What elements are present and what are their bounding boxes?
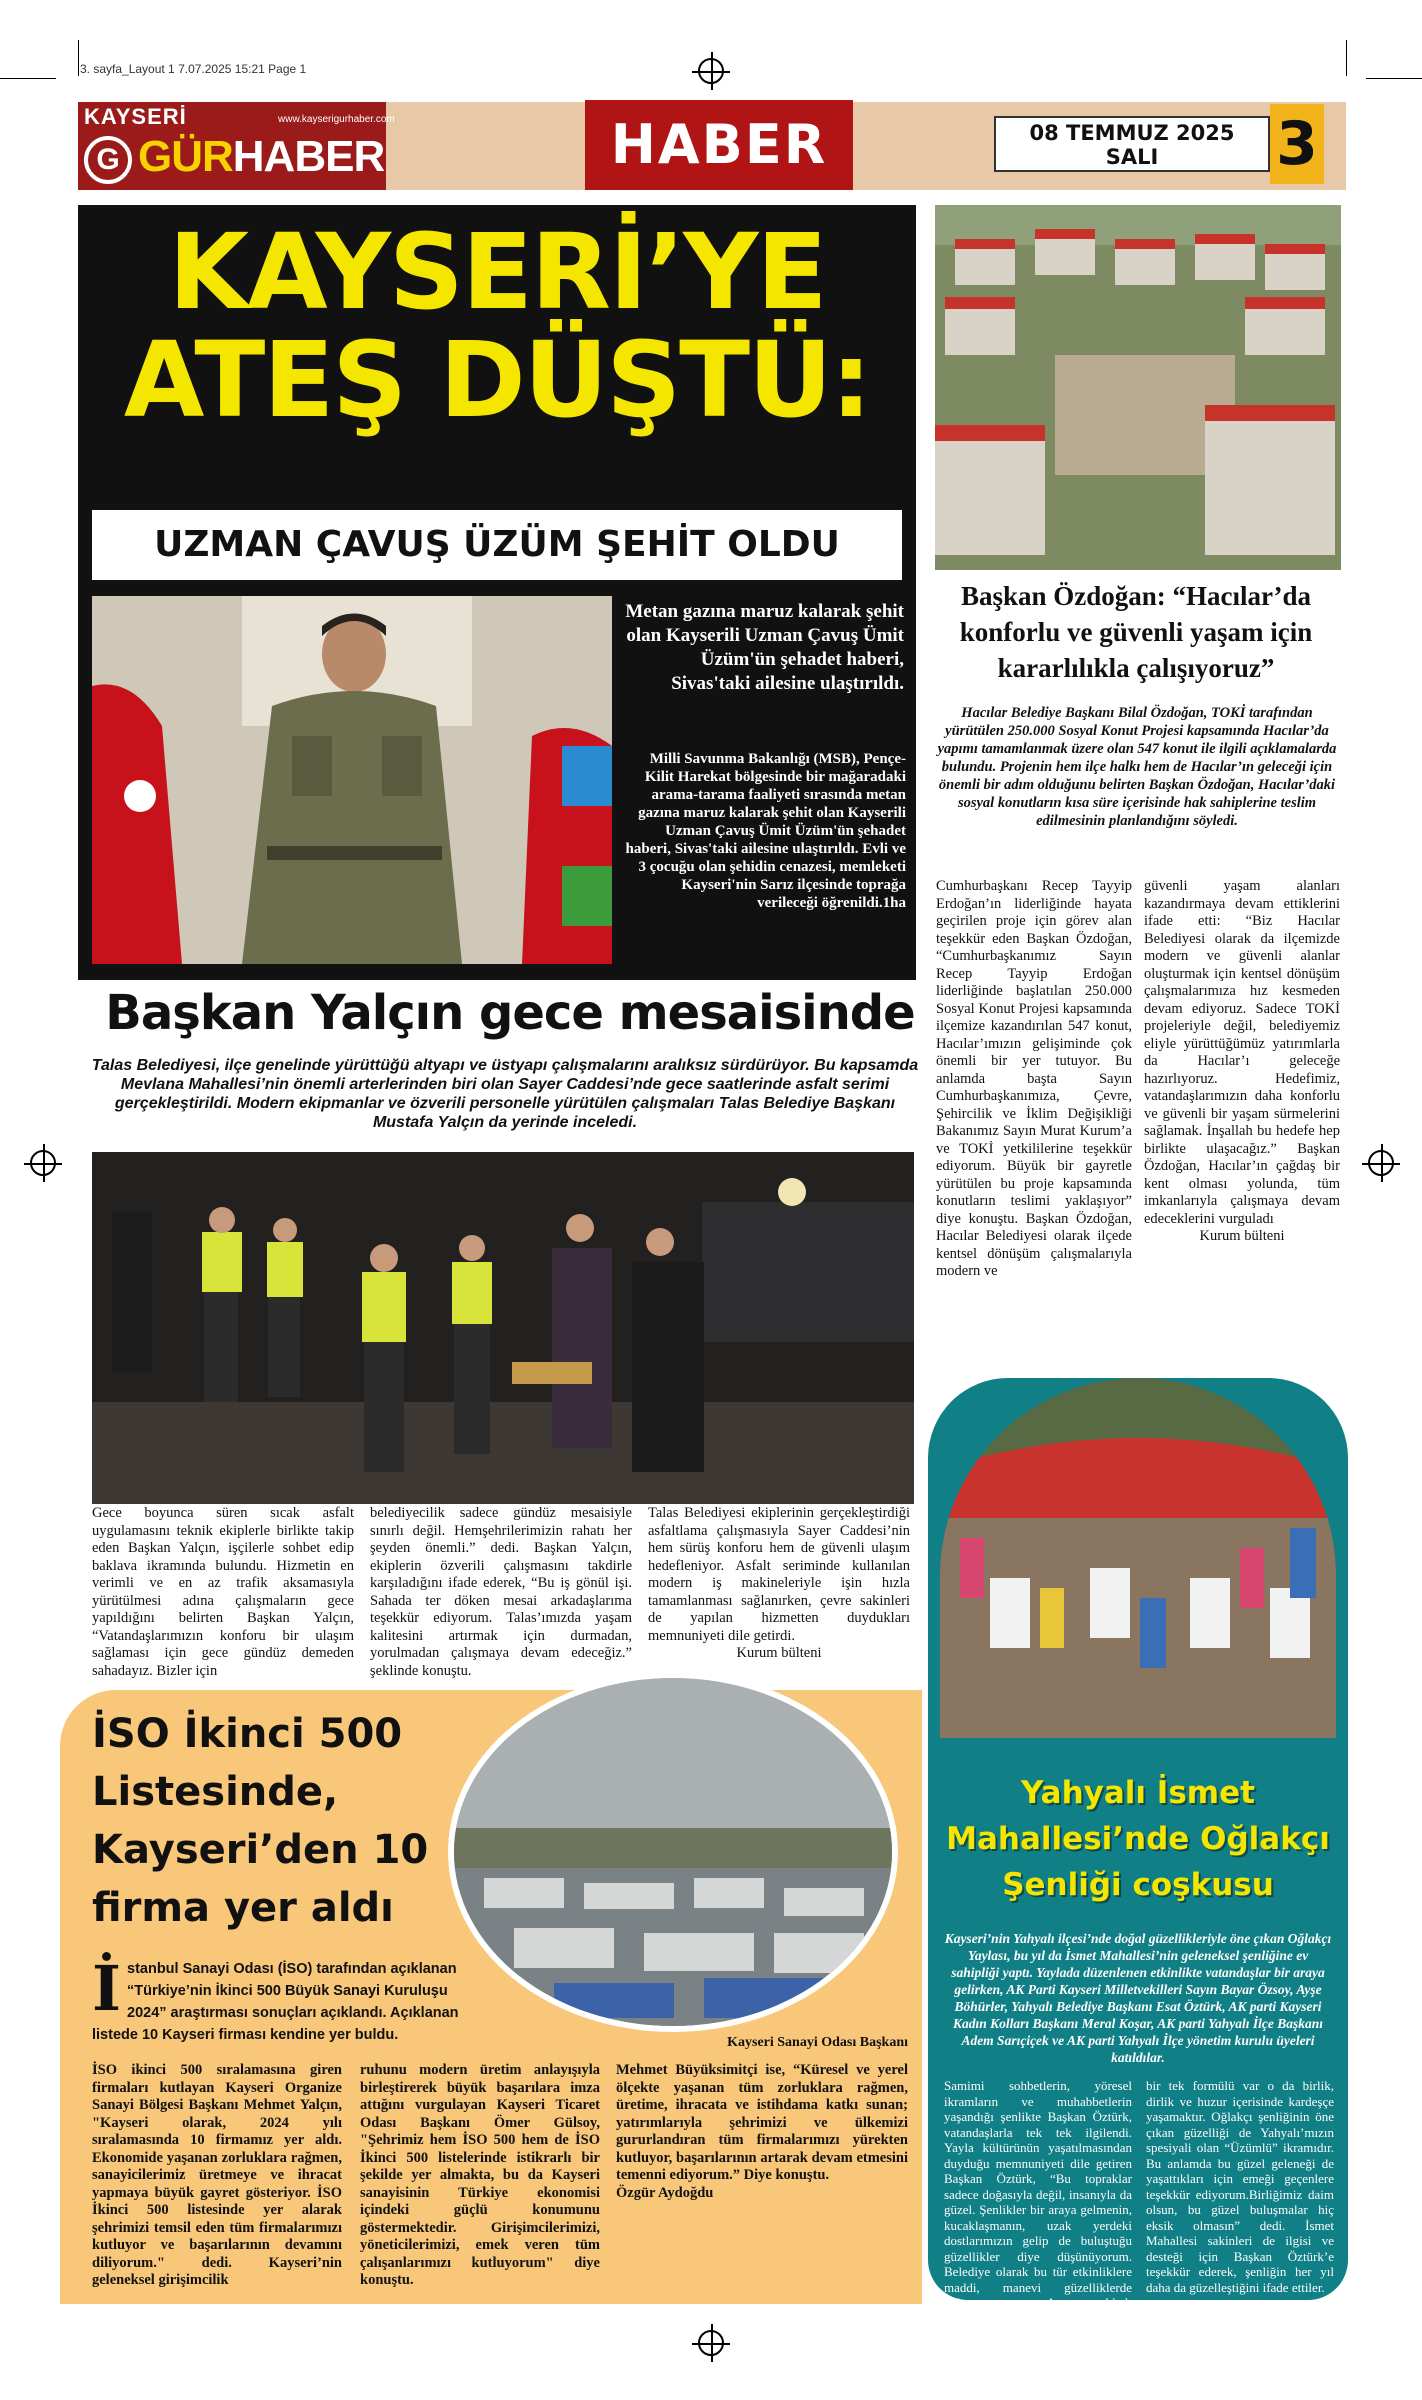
yahyali-headline: Yahyalı İsmet Mahallesi’nde Oğlakçı Şenliği coşkusu [946,1775,1330,1903]
lead-headline-line-2: ATEŞ DÜŞTÜ: [123,319,871,441]
toki-housing-aerial-photo [935,205,1341,570]
hacilar-column-2 [1144,878,1340,1246]
hacilar-column-2-text: güvenli yaşam alanları kazandırmaya devam ettiklerini ifade etti: “Biz Hacılar Belediyesi olarak da ilçemizde modern ve güvenli alanlar oluşturmak için kentsel dönüşüm çalışmalarımıza hız kesmeden devam ediyoruz. Sadece TOKİ projeleriyle değil, belediyemiz eliyle yürüttüğümüz yatırımlarla da Hacılar’ı geleceğe hazırlıyoruz. Hedefimiz, vatandaşlarımızın daha konforlu ve güvenli bir yaşam sürmelerini sağlamak. İnşallah bu hedefe hep birlikte ulaşacağız.” Başkan Özdoğan, Hacılar’ın çağdaş bir kent olması yolunda, tüm imkanlarıyla çalışmaya devam edeceklerini vurguladı [1144,878,1340,1227]
iso-column-3 [616,2062,908,2202]
iso-intro [92,1952,470,2046]
logo-url[interactable]: www.kayserigurhaber.com [278,114,395,125]
section-label: HABER [585,100,853,190]
registration-mark-top [698,58,724,84]
yalcin-column-3 [648,1505,910,1663]
lead-headline [92,211,902,441]
lead-subheadline: UZMAN ÇAVUŞ ÜZÜM ŞEHİT OLDU [92,510,902,580]
lead-body: Milli Savunma Bakanlığı (MSB), Pençe-Kilit Harekat bölgesinde bir mağaradaki arama-tarama faaliyeti sırasında metan gazına maruz kalarak şehit olan Kayserili Uzman Çavuş Ümit Üzüm'ün şehadet haberi, Sivas'taki ailesine ulaştırıldı. Evli ve 3 çocuğu olan şehidin cenazesi, memleketi Kayseri'nin Sarız ilçesinde toprağa verileceği öğrenildi.1ha [625,751,906,911]
registration-mark-left [30,1150,56,1176]
lead-headline-line-1: KAYSERİ’YE [168,211,826,333]
hacilar-byline: Kurum bülteni [1199,1228,1285,1244]
iso-intro-text: stanbul Sanayi Odası (İSO) tarafından açıklanan “Türkiye’nin İkinci 500 Büyük Sanayi Kuruluşu 2024” araştırması sonuçları açıklandı. Açıklanan listede 10 Kayseri firması kendine yer buldu. [92,1961,459,2043]
iso-byline: Özgür Aydoğdu [616,2184,714,2201]
hacilar-intro: Hacılar Belediye Başkanı Bilal Özdoğan, TOKİ tarafından yürütülen 250.000 Sosyal Konut Projesi kapsamında Hacılar’da yapımı tamamlanmak üzere olan 547 konut ile ilgili açıklamalarda bulundu. Projenin hem ilçe halkı hem de Hacılar’ın geleceği için önemli bir adım olduğunu belirten Başkan Özdoğan, Hacılar’daki sosyal konutların kısa süre içerisinde hak sahiplerine teslim edilmesinin planlandığını söyledi. [937,705,1337,829]
hacilar-column-1: Cumhurbaşkanı Recep Tayyip Erdoğan’ın liderliğinde hayata geçirilen proje için görev alan teşekkür eden Başkan Özdoğan, “Cumhurbaşkanımız Sayın Recep Tayyip Erdoğan liderliğinde başlatılan 250.000 Sosyal Konut Projesi kapsamında ilçemize kazandırılan 547 konut, Hacılar’ımızın gelişiminde çok önemli bir yer tutuyor. Bu anlamda başta Sayın Cumhurbaşkanımıza, Çevre, Şehircilik ve İklim Değişikliği Bakanımız Sayın Murat Kurum’a ve TOKİ yetkililerine teşekkür ediyorum. Büyük bir gayretle yürütülen bu proje kapsamında konutların teslimi yaklaşıyor” diye konuştu. Başkan Özdoğan, Hacılar Belediyesi olarak ilçede kentsel dönüşüm çalışmalarıyla modern ve [936,878,1132,1279]
yahyali-column-1: Samimi sohbetlerin, yöresel ikramların ve muhabbetlerin yaşandığı şenlikte Başkan Öztürk, vatandaşlarla tek tek ilgilendi. Yayla kültürünün yaşatılmasından duyduğu memnuniyeti dile getiren Başkan Öztürk, “Bu topraklar sadece doğasıyla değil, insanıyla da güzel. Şenlikler bir araya gelmenin, kucaklaşmanın, uzak yerdeki dostlarımızın gelip de buluştuğu güzellikler diye düşünüyorum. Belediye olarak bu tür etkinliklere maddi, manevi güzelliklerde bulunuyoruz. Ay yıldızlı bayrağımızın altında kıyamete kadar durmanın [944,2078,1132,2341]
issue-day: SALI [1105,145,1159,169]
issue-date-box [994,116,1270,172]
print-slug: 3. sayfa_Layout 1 7.07.2025 15:21 Page 1 [80,62,307,76]
iso-column-2: ruhunu modern üretim anlayışıyla birleştirerek büyük başarılara imza attığını vurgulayan Kayseri Ticaret Odası Başkanı Ömer Gülsoy, "Şehrimiz hem İSO 500 hem de İSO İkinci 500 listelerinde istikrarlı bir şekilde yer almakta, bu da Kayseri sanayisinin Türkiye ekonomisi içindeki güçlü konumunu göstermektedir. Girişimcilerimizi, yöneticilerimizi, emek veren tüm çalışanlarımızı kutluyorum" diye konuştu. [360,2062,600,2288]
crop-mark [1366,78,1422,79]
industrial-zone-aerial-photo [448,1672,898,2032]
night-asphalt-photo [92,1152,914,1504]
logo-haber: HABER [232,132,385,181]
iso-intro-dropcap: İ [92,1952,122,2025]
iso-column-3-text: Mehmet Büyüksimitçi ise, “Küresel ve yerel ölçekte yaşanan tüm zorluklara rağmen, üretime, ihracata ve istihdama katkı sunan; yatırımlarıyla şehrimizi ve ülkemizi gururlandıran tüm firmalarımızı yürekten kutluyor, başarılarının artarak devam etmesini temenni ediyorum.” Diye konuştu. [616,2062,908,2183]
logo-gur: GÜR [138,132,233,181]
yahyali-column-2-text: bir tek formülü var o da birlik, dirlik ve huzur içerisinde kardeşçe yaşamaktır. Oğlakçı şenliğinin öne çıkan güzelliği de Yahyalı’mızın spesiyali olan “Üzümlü” ikramıdır. Bu anlamda bu güzel geleneği de yaşattıkları için emeği geçenlere teşekkür ediyorum.Birliğimiz daim olsun, bu güzel buluşmalar hiç eksik olmasın” dedi. İsmet Mahallesi sakinleri de ilgisi ve desteği için Başkan Öztürk’e teşekkür ederek, şenliğin her yıl daha da güzelleştiğini ifade ettiler. [1146,2078,1334,2295]
yalcin-intro: Talas Belediyesi, ilçe genelinde yürüttüğü altyapı ve üstyapı çalışmalarını aralıksız sürdürüyor. Bu kapsamda Mevlana Mahallesi’nin önemli arterlerinden biri olan Sayer Caddesi’nde gece saatlerinde asfalt serimi gerçekleştirildi. Modern ekipmanlar ve özverili personelle yürütülen çalışmaları Talas Belediye Başkanı Mustafa Yalçın da yerinde inceledi. [91,1057,919,1131]
soldier-photo [92,596,612,964]
crop-mark [1346,40,1347,76]
yalcin-byline: Kurum bülteni [736,1645,822,1661]
issue-date: 08 TEMMUZ 2025 [1029,121,1235,145]
yalcin-column-1: Gece boyunca süren sıcak asfalt uygulamasını teknik ekiplerle birlikte takip eden Başkan Yalçın, işçilerle sohbet edip baklava ikramında bulundu. Hizmetin en verimli ve en az trafik aksamasıyla yürütülmesi adına çalışmaların gece yapıldığını belirten Başkan Yalçın, “Vatandaşlarımızın konforu bir ulaşım sağlaması için gece gündüz demeden sahadayız. Bizler için [92,1505,354,1679]
logo-wordmark [138,132,384,182]
yalcin-column-2: belediyecilik sadece gündüz mesaisiyle sınırlı değil. Hemşehrilerimizin rahatı her şeyden önemli.” dedi. Başkan Yalçın, ekiplerin özverili çalışmasını takdirle karşıladığını ifade ederek, “Bu iş gönül işi. Sahada ter döken mesai arkadaşlarıma teşekkür ediyorum. Talas’ımızda yaşam kalitesini artırmak için durmadan, yorulmadan çalışmaya devam edeceğiz.” şeklinde konuştu. [370,1505,632,1679]
yahyali-byline: Kurum bülteni [1201,2305,1279,2320]
iso-column-1: İSO ikinci 500 sıralamasına giren firmaları kutlayan Kayseri Organize Sanayi Bölgesi Başkanı Mehmet Yalçın, "Kayseri olarak, 2024 yılı sıralamasında 10 firmamız yer aldı. Ekonomide yaşanan zorluklara rağmen, sanayicilerimiz üretmeye ve ihracat yapmaya büyük gayret gösteriyor. İSO İkinci 500 listesinde yer alarak şehrimizi temsil eden tüm firmalarımızı kutluyor ve başarılarının devamını diliyorum." dedi. Kayseri’nin geleneksel girişimcilik [92,2062,342,2288]
crop-mark [78,40,79,76]
registration-mark-bottom [698,2330,724,2356]
hacilar-headline: Başkan Özdoğan: “Hacılar’da konforlu ve güvenli yaşam için kararlılıkla çalışıyoruz” [959,581,1313,683]
yalcin-column-3-text: Talas Belediyesi ekiplerinin gerçekleştirdiği asfaltlama çalışmasıyla Sayer Caddesi’nin hem sürüş konforu hem de güvenli ulaşım hedefleniyor. Asfalt seriminde kullanılan modern iş makineleriyle işin hızla tamamlanması sağlanırken, çevre sakinleri de yapılan hizmetten duydukları memnuniyeti dile getirdi. [648,1505,910,1644]
iso-column-3-head: Kayseri Sanayi Odası Başkanı [727,2035,908,2050]
yahyali-column-2 [1146,2078,1334,2321]
page-number: 3 [1270,104,1324,184]
crop-mark [0,78,56,79]
lead-intro: Metan gazına maruz kalarak şehit olan Kayserili Uzman Çavuş Ümit Üzüm'ün şehadet haberi, Sivas'taki ailesine ulaştırıldı. [625,601,904,694]
yalcin-headline: Başkan Yalçın gece mesaisinde [105,985,915,1041]
logo-emblem-icon: G [84,136,132,184]
registration-mark-right [1368,1150,1394,1176]
yahyali-intro: Kayseri’nin Yahyalı ilçesi’nde doğal güzellikleriyle öne çıkan Oğlakçı Yaylası, bu yıl da İsmet Mahallesi’nin geleneksel şenliğine ev sahipliği yaptı. Yaylada düzenlenen etkinlikte vatandaşlar bir araya gelirken, AK Parti Kayseri Milletvekilleri Sayın Bayar Özsoy, Ayşe Böhürler, Yahyalı Belediye Başkanı Esat Öztürk, AK parti Kayseri Kadın Kolları Başkanı Meral Koşar, AK parti Yahyalı İlçe Başkanı Adem Sarıçiçek ve AK parti Yahyalı İlçe yönetim kurulu üyeleri katıldılar. [944,1931,1332,2065]
iso-headline: İSO İkinci 500 Listesinde, Kayseri’den 10 firma yer aldı [92,1711,429,1931]
logo-city: KAYSERİ [84,104,187,129]
